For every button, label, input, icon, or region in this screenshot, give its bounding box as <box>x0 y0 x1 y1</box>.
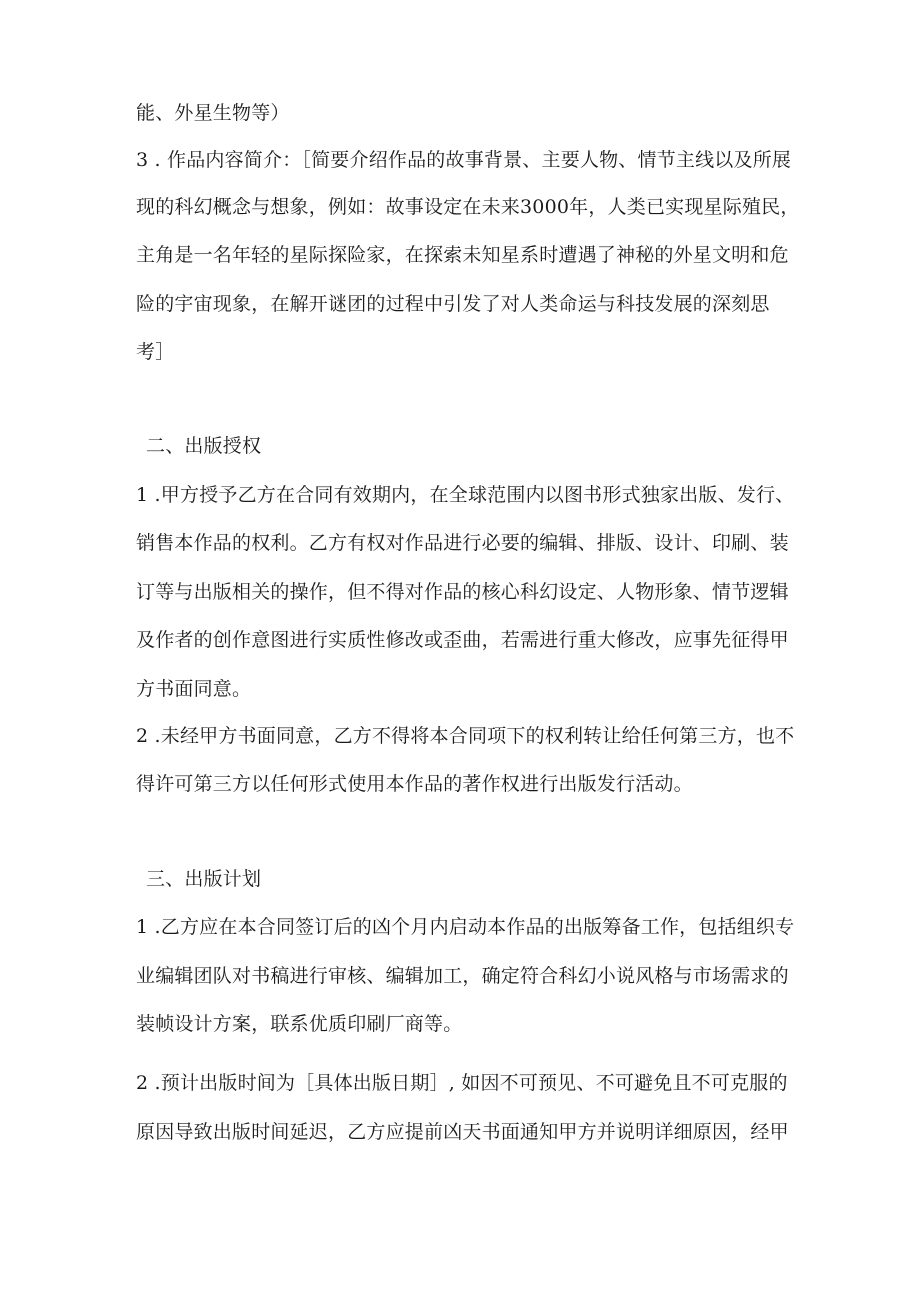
section-2-item-1-line-5: 方书面同意。 <box>136 678 252 700</box>
section-3-item-2-line-2: 原因导致出版时间延迟，乙方应提前凶天书面通知甲方并说明详细原因，经甲 <box>136 1121 789 1143</box>
section-3-item-1-line-1: 1 .乙方应在本合同签订后的凶个月内启动本作品的出版筹备工作，包括组织专 <box>136 916 795 938</box>
item-3-line-5: 考］ <box>136 341 175 363</box>
section-2-item-1-line-1: 1 .甲方授予乙方在合同有效期内，在全球范围内以图书形式独家出版、发行、 <box>136 484 795 506</box>
section-2-item-2-line-1: 2 .未经甲方书面同意，乙方不得将本合同项下的权利转让给任何第三方，也不 <box>136 725 795 747</box>
section-2-item-2-line-2: 得许可第三方以任何形式使用本作品的著作权进行出版发行活动。 <box>136 773 693 795</box>
section-2-item-1-line-4: 及作者的创作意图进行实质性修改或歪曲，若需进行重大修改，应事先征得甲 <box>136 629 789 651</box>
section-2-heading: 二、出版授权 <box>146 435 262 457</box>
section-2-item-1-line-2: 销售本作品的权利。乙方有权对作品进行必要的编辑、排版、设计、印刷、装 <box>136 532 789 554</box>
section-3-item-2-line-1: 2 .预计出版时间为［具体出版日期］, 如因不可预见、不可避免且不可克服的 <box>136 1072 788 1094</box>
section-3-item-1-line-3: 装帧设计方案，联系优质印刷厂商等。 <box>136 1013 463 1035</box>
section-2-item-1-line-3: 订等与出版相关的操作，但不得对作品的核心科幻设定、人物形象、情节逻辑 <box>136 581 789 603</box>
item-3-line-1: 3 . 作品内容简介：［简要介绍作品的故事背景、主要人物、情节主线以及所展 <box>136 149 792 171</box>
item-3-line-4: 险的宇宙现象，在解开谜团的过程中引发了对人类命运与科技发展的深刻思 <box>136 293 770 315</box>
continuation-line: 能、外星生物等） <box>136 102 290 124</box>
item-3-line-2: 现的科幻概念与想象，例如：故事设定在未来3000年，人类已实现星际殖民， <box>136 196 800 218</box>
section-3-item-1-line-2: 业编辑团队对书稿进行审核、编辑加工，确定符合科幻小说风格与市场需求的 <box>136 965 789 987</box>
item-3-line-3: 主角是一名年轻的星际探险家，在探索未知星系时遭遇了神秘的外星文明和危 <box>136 244 789 266</box>
section-3-heading: 三、出版计划 <box>146 868 262 890</box>
